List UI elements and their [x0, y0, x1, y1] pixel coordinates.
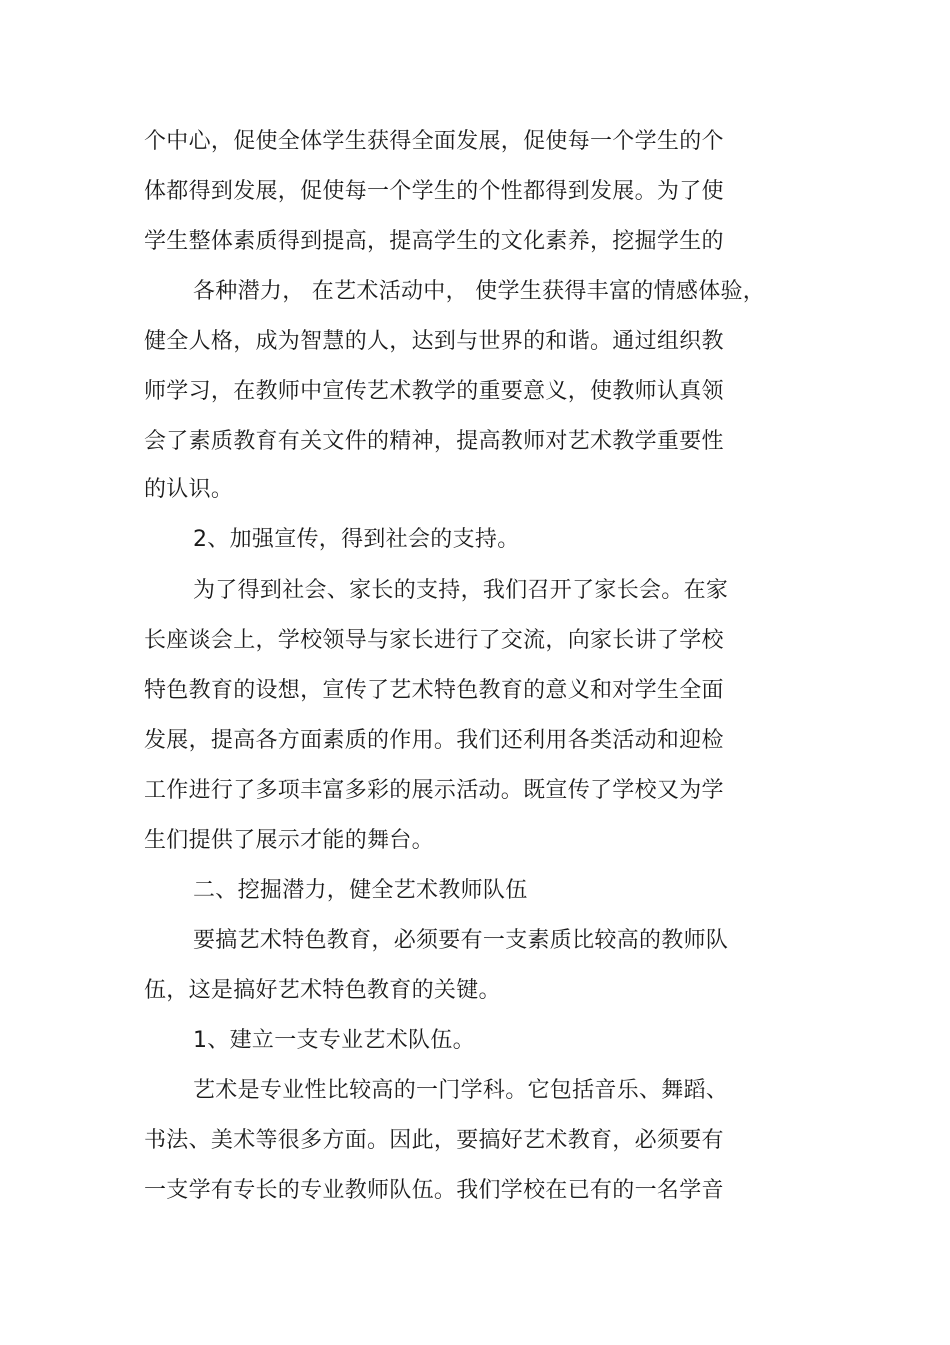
text-line: 体都得到发展，促使每一个学生的个性都得到发展。为了使: [144, 179, 724, 204]
text-line: 一支学有专长的专业教师队伍。我们学校在已有的一名学音: [144, 1178, 724, 1203]
text-line: 会了素质教育有关文件的精神，提高教师对艺术教学重要性: [144, 429, 724, 454]
text-line: 工作进行了多项丰富多彩的展示活动。既宣传了学校又为学: [144, 778, 724, 803]
text-line: 发展，提高各方面素质的作用。我们还利用各类活动和迎检: [144, 728, 724, 753]
text-line: 书法、美术等很多方面。因此，要搞好艺术教育，必须要有: [144, 1128, 724, 1153]
text-line: 特色教育的设想，宣传了艺术特色教育的意义和对学生全面: [144, 678, 724, 703]
section-heading: 二、挖掘潜力，健全艺术教师队伍: [193, 878, 528, 903]
text-line: 为了得到社会、家长的支持，我们召开了家长会。在家: [193, 578, 729, 603]
section-heading: 1、建立一支专业艺术队伍。: [193, 1028, 475, 1053]
text-line: 要搞艺术特色教育，必须要有一支素质比较高的教师队: [193, 928, 729, 953]
text-line: 生们提供了展示才能的舞台。: [144, 828, 434, 853]
text-line: 学生整体素质得到提高，提高学生的文化素养，挖掘学生的: [144, 229, 724, 254]
text-line: 师学习，在教师中宣传艺术教学的重要意义，使教师认真领: [144, 379, 724, 404]
text-line: 长座谈会上，学校领导与家长进行了交流，向家长讲了学校: [144, 628, 724, 653]
text-line: 健全人格，成为智慧的人，达到与世界的和谐。通过组织教: [144, 329, 724, 354]
text-line: 的认识。: [144, 477, 234, 502]
text-line: 伍，这是搞好艺术特色教育的关键。: [144, 978, 501, 1003]
text-line: 个中心，促使全体学生获得全面发展，促使每一个学生的个: [144, 129, 724, 154]
text-line: 艺术是专业性比较高的一门学科。它包括音乐、舞蹈、: [193, 1078, 729, 1103]
text-line: 各种潜力， 在艺术活动中， 使学生获得丰富的情感体验，: [193, 279, 766, 304]
section-heading: 2、加强宣传，得到社会的支持。: [193, 527, 520, 552]
